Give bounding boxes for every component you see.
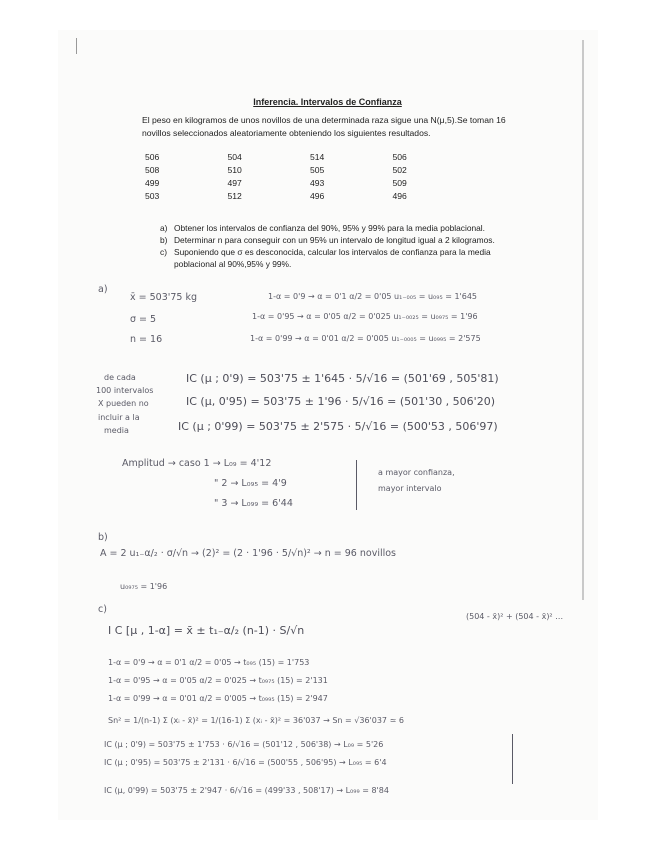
hw-ic-t-95: IC (μ ; 0'95) = 503'75 ± 2'131 · 6/√16 = (500'55 , 506'95) → L₀₉₅ = 6'4 [104,758,387,767]
data-cell: 505 [310,165,325,175]
data-cell: 496 [310,191,325,201]
data-cell: 502 [392,165,407,175]
question-item: b) Determinar n para conseguir con un 95% un intervalo de longitud igual a 2 kilogramos. [160,235,495,245]
data-cell: 508 [145,165,160,175]
data-cell: 504 [227,152,242,162]
exercise-intro: El peso en kilogramos de unos novillos de una determinada raza sigue una N(μ,5).Se toman 16 novillos seleccionados aleatoriamente obteniendo los siguientes resultados. [142,115,506,138]
hw-ic-90: IC (μ ; 0'9) = 503'75 ± 1'645 · 5/√16 = (501'69 , 505'81) [186,372,499,385]
data-cell: 506 [145,152,160,162]
data-table [145,152,475,201]
data-cell: 514 [310,152,325,162]
hw-label-a: a) [98,284,108,295]
hw-t-quantile-90: 1-α = 0'9 → α = 0'1 α/2 = 0'05 → t₀₉₅ (15) = 1'753 [108,658,310,667]
data-cell: 509 [392,178,407,188]
hw-ic-t-90: IC (μ ; 0'9) = 503'75 ± 1'753 · 6/√16 = (501'12 , 506'38) → L₀₉ = 5'26 [104,740,384,749]
hw-side-note: de cada [104,373,136,382]
hw-amplitude-3: " 3 → L₀₉₉ = 6'44 [214,498,293,509]
hw-arrow-line [512,734,513,784]
hw-amplitude-1: Amplitud → caso 1 → L₀₉ = 4'12 [122,458,272,469]
hw-conclusion: mayor intervalo [378,484,442,493]
hw-amplitude-2: " 2 → L₀₉₅ = 4'9 [214,478,287,489]
hw-variance-note: (504 - x̄)² + (504 - x̄)² … [466,612,564,621]
hw-side-note: incluir a la [98,413,140,422]
hw-label-c: c) [98,604,107,615]
hw-conclusion: a mayor confianza, [378,468,455,477]
data-cell: 506 [392,152,407,162]
hw-ic-formula: I C [μ , 1-α] = x̄ ± t₁₋α/₂ (n-1) · S/√n [108,624,305,637]
hw-sample-size: A = 2 u₁₋α/₂ · σ/√n → (2)² = (2 · 1'96 · 5/√n)² → n = 96 novillos [100,548,397,559]
hw-ic-95: IC (μ, 0'95) = 503'75 ± 1'96 · 5/√16 = (501'30 , 506'20) [186,395,495,408]
exercise-title: Inferencia. Intervalos de Confianza [253,97,402,107]
hw-side-note: media [104,426,129,435]
hw-t-quantile-99: 1-α = 0'99 → α = 0'01 α/2 = 0'005 → t₀₉₉₅ (15) = 2'947 [108,694,328,703]
data-cell: 499 [145,178,160,188]
data-cell: 493 [310,178,325,188]
hw-side-note: X pueden no [98,399,149,408]
data-cell: 512 [227,191,242,201]
hw-quantile-99: 1-α = 0'99 → α = 0'01 α/2 = 0'005 u₁₋₀₀₀₅ = u₀₉₉₅ = 2'575 [250,334,481,343]
hw-arrow-line [356,460,357,510]
hw-n: n = 16 [130,334,163,345]
hw-sample-mean: x̄ = 503'75 kg [130,292,198,303]
hw-quantile-95: 1-α = 0'95 → α = 0'05 α/2 = 0'025 u₁₋₀₀₂₅ = u₀₉₇₅ = 1'96 [252,312,478,321]
hw-label-b: b) [98,532,108,543]
question-list [160,222,520,270]
hw-ic-99: IC (μ ; 0'99) = 503'75 ± 2'575 · 5/√16 = (500'53 , 506'97) [178,420,498,433]
paper-edge-right [582,40,584,600]
hw-t-quantile-95: 1-α = 0'95 → α = 0'05 α/2 = 0'025 → t₀₉₇₅ (15) = 2'131 [108,676,328,685]
question-item: a) Obtener los intervalos de confianza del 90%, 95% y 99% para la media poblacional. [160,223,485,233]
hw-sigma: σ = 5 [130,314,157,325]
data-cell: 503 [145,191,160,201]
data-cell: 496 [392,191,407,201]
hw-quantile-b: u₀₉₇₅ = 1'96 [120,582,168,591]
data-cell: 510 [227,165,242,175]
paper-edge-left [76,38,77,54]
hw-side-note: 100 intervalos [96,386,154,395]
question-item: c) Suponiendo que σ es desconocida, calcular los intervalos de confianza para la media poblacional al 90%,95% y 99%. [160,247,491,269]
hw-sample-variance: Sn² = 1/(n-1) Σ (xᵢ - x̄)² = 1/(16-1) Σ (xᵢ - x̄)² = 36'037 → Sn = √36'037 ≃ 6 [108,716,404,725]
hw-quantile-90: 1-α = 0'9 → α = 0'1 α/2 = 0'05 u₁₋₀₀₅ = u₀₉₅ = 1'645 [268,292,477,301]
hw-ic-t-99: IC (μ, 0'99) = 503'75 ± 2'947 · 6/√16 = (499'33 , 508'17) → L₀₉₉ = 8'84 [104,786,389,795]
data-cell: 497 [227,178,242,188]
